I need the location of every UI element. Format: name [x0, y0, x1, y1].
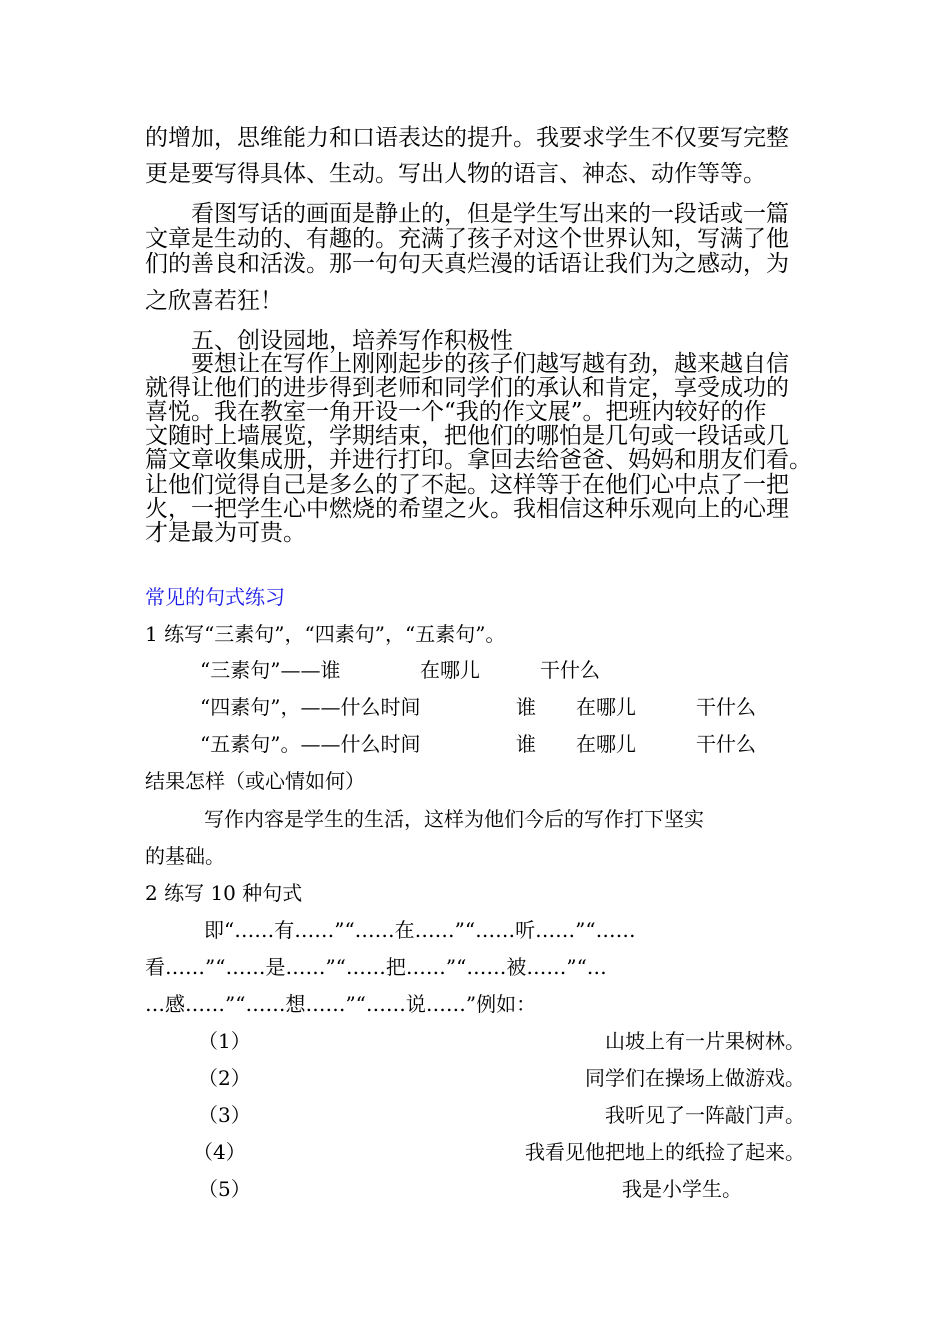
practice-1-note: 写作内容是学生的生活，这样为他们今后的写作打下坚实	[204, 807, 704, 831]
element-who: 谁	[516, 695, 536, 719]
example-number: （3）	[198, 1103, 251, 1127]
paragraph-line: 看图写话的画面是静止的，但是学生写出来的一段话或一篇	[191, 201, 789, 227]
practice-2-intro: …感……”“……想……”“……说……”例如：	[145, 992, 537, 1016]
five-element-label: “五素句”。——什么时间	[200, 732, 421, 756]
example-sentence: 我看见他把地上的纸捡了起来。	[525, 1140, 805, 1164]
element-who: 谁	[516, 732, 536, 756]
practice-heading: 常见的句式练习	[145, 585, 285, 609]
paragraph-line: 文随时上墙展览，学期结束，把他们的哪怕是几句或一段话或几	[145, 423, 789, 449]
practice-1-note: 的基础。	[145, 844, 225, 868]
example-number: （4）	[193, 1140, 246, 1164]
paragraph-line: 之欣喜若狂！	[145, 288, 283, 314]
practice-2-intro: 即“……有……”“……在……”“……听……”“……	[204, 918, 636, 942]
paragraph-line: 文章是生动的、有趣的。充满了孩子对这个世界认知，写满了他	[145, 226, 789, 252]
five-element-continuation: 结果怎样（或心情如何）	[145, 769, 365, 793]
paragraph-line: 要想让在写作上刚刚起步的孩子们越写越有劲，越来越自信	[191, 351, 789, 377]
example-sentence: 我听见了一阵敲门声。	[605, 1103, 805, 1127]
paragraph-line: 篇文章收集成册，并进行打印。拿回去给爸爸、妈妈和朋友们看。	[145, 447, 812, 473]
paragraph-line: 的增加，思维能力和口语表达的提升。我要求学生不仅要写完整	[145, 125, 789, 151]
example-sentence: 同学们在操场上做游戏。	[585, 1066, 805, 1090]
section-title: 五、创设园地，培养写作积极性	[191, 328, 513, 354]
paragraph-line: 喜悦。我在教室一角开设一个“我的作文展”。把班内较好的作	[145, 399, 767, 425]
element-what: 干什么	[696, 732, 756, 756]
four-element-label: “四素句”，——什么时间	[200, 695, 421, 719]
element-where: 在哪儿	[576, 732, 636, 756]
element-where: 在哪儿	[576, 695, 636, 719]
paragraph-line: 们的善良和活泼。那一句句天真烂漫的话语让我们为之感动，为	[145, 251, 789, 277]
paragraph-line: 才是最为可贵。	[145, 520, 306, 546]
example-number: （2）	[198, 1066, 251, 1090]
practice-2-title: 2 练写 10 种句式	[145, 881, 303, 905]
element-what: 干什么	[696, 695, 756, 719]
element-what: 干什么	[540, 658, 600, 682]
three-element-label: “三素句”——谁	[200, 658, 341, 682]
paragraph-line: 火，一把学生心中燃烧的希望之火。我相信这种乐观向上的心理	[145, 496, 789, 522]
example-number: （5）	[198, 1177, 251, 1201]
paragraph-line: 就得让他们的进步得到老师和同学们的承认和肯定，享受成功的	[145, 375, 789, 401]
practice-2-intro: 看……”“……是……”“……把……”“……被……”“…	[145, 955, 607, 979]
element-where: 在哪儿	[420, 658, 480, 682]
example-number: （1）	[198, 1029, 251, 1053]
paragraph-line: 让他们觉得自己是多么的了不起。这样等于在他们心中点了一把	[145, 472, 789, 498]
practice-1-title: 1 练写“三素句”，“四素句”，“五素句”。	[145, 622, 506, 646]
example-sentence: 山坡上有一片果树林。	[605, 1029, 805, 1053]
paragraph-line: 更是要写得具体、生动。写出人物的语言、神态、动作等等。	[145, 161, 766, 187]
example-sentence: 我是小学生。	[622, 1177, 742, 1201]
